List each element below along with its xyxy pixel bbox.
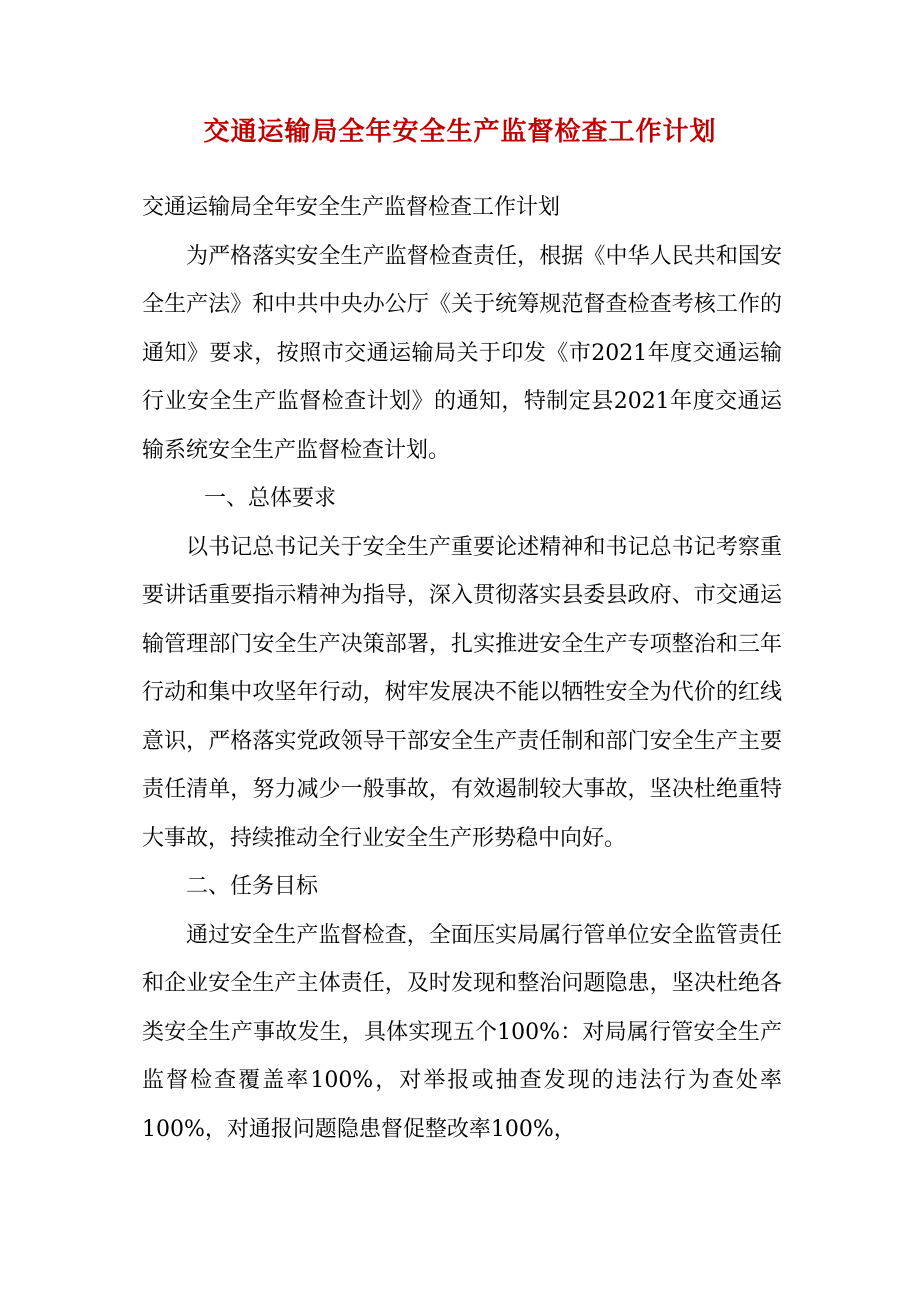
document-body [142, 184, 782, 1154]
section-heading-overall-requirements: 一、总体要求 [204, 486, 337, 511]
document-title: 交通运输局全年安全生产监督检查工作计划 [203, 117, 717, 147]
section-paragraph-task-goals: 通过安全生产监督检查，全面压实局属行管单位安全监管责任和企业安全生产主体责任，及时发现和整治问题隐患，坚决杜绝各类安全生产事故发生，具体实现五个100%：对局属行管安全生产监督检查覆盖率100%，对举报或抽查发现的违法行为查处率100%，对通报问题隐患督促整改率100%， [142, 922, 782, 1142]
intro-paragraph: 为严格落实安全生产监督检查责任，根据《中华人民共和国安全生产法》和中共中央办公厅《关于统筹规范督查检查考核工作的通知》要求，按照市交通运输局关于印发《市2021年度交通运输行业安全生产监督检查计划》的通知，特制定县2021年度交通运输系统安全生产监督检查计划。 [142, 243, 782, 463]
section-heading-task-goals: 二、任务目标 [186, 874, 319, 899]
section-paragraph-overall-requirements: 以书记总书记关于安全生产重要论述精神和书记总书记考察重要讲话重要指示精神为指导，深入贯彻落实县委县政府、市交通运输管理部门安全生产决策部署，扎实推进安全生产专项整治和三年行动和集中攻坚年行动，树牢发展决不能以牺牲安全为代价的红线意识，严格落实党政领导干部安全生产责任制和部门安全生产主要责任清单，努力减少一般事故，有效遏制较大事故，坚决杜绝重特大事故，持续推动全行业安全生产形势稳中向好。 [142, 534, 782, 851]
document-subtitle: 交通运输局全年安全生产监督检查工作计划 [142, 195, 561, 220]
